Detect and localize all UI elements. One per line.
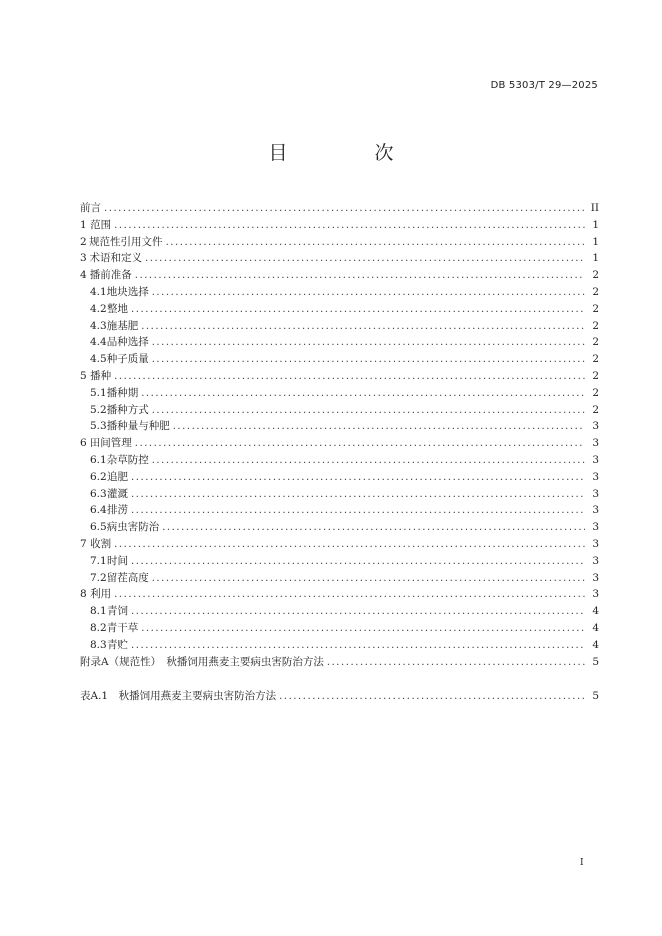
toc-entry-label: 播种量与种肥 [106, 420, 170, 433]
toc-entry-page: 3 [592, 588, 599, 601]
toc-entry[interactable] [80, 620, 599, 637]
toc-entry-label: 播前准备 [89, 269, 132, 282]
toc-leader-dots [131, 470, 585, 487]
toc-entry-label: 种子质量 [106, 353, 149, 366]
toc-entry-page: 2 [592, 285, 599, 298]
toc-entry-number: 4.3 [90, 319, 107, 332]
toc-entry-number: 7.1 [90, 554, 107, 567]
toc-entry-page: 3 [592, 571, 599, 584]
toc-entry[interactable] [80, 368, 599, 385]
toc-entry[interactable] [80, 267, 599, 284]
toc-entry-page: 3 [592, 487, 599, 500]
toc-leader-dots [114, 218, 585, 235]
toc-entry-page: 3 [592, 504, 599, 517]
toc-entry-number: 4.4 [90, 336, 107, 349]
toc-leader-dots [114, 369, 585, 386]
toc-entry-number: 1 [80, 218, 87, 231]
toc-leader-dots [152, 285, 585, 302]
toc-entry[interactable] [80, 435, 599, 452]
toc-entry-number: 8.3 [90, 638, 107, 651]
toc-entry[interactable] [80, 318, 599, 335]
toc-entry-page: 3 [592, 437, 599, 450]
toc-entry-page: 4 [592, 621, 599, 634]
toc-entry[interactable] [80, 486, 599, 503]
toc-entry[interactable] [80, 452, 599, 469]
toc-entries [80, 200, 599, 670]
toc-entry-number: 4.1 [90, 285, 107, 298]
toc-entry[interactable] [80, 334, 599, 351]
toc-leader-dots [131, 302, 585, 319]
toc-leader-dots [114, 537, 585, 554]
toc-entry-label: 时间 [107, 554, 129, 567]
toc-entry[interactable] [80, 301, 599, 318]
toc-entry-label: 青饲 [107, 605, 129, 618]
toc-entry-page: 3 [592, 537, 599, 550]
toc-entry-label: 杂草防控 [106, 453, 149, 466]
toc-entry-number: 8 [80, 588, 87, 601]
toc-entry-label: 排涝 [107, 504, 129, 517]
toc-entry-label: 利用 [90, 588, 112, 601]
toc-entry-label: 整地 [107, 302, 129, 315]
toc-entry-label: 播种 [90, 369, 112, 382]
toc-leader-dots [135, 436, 585, 453]
toc-leader-dots [152, 453, 585, 470]
toc-entry-label: 附录A（规范性） 秋播饲用燕麦主要病虫害防治方法 [80, 655, 324, 668]
toc-leader-dots [141, 621, 585, 638]
toc-entry-label: 田间管理 [89, 437, 132, 450]
toc-entry-label: 播种方式 [106, 403, 149, 416]
toc-entry-page: 2 [592, 302, 599, 315]
toc-entry-label: 术语和定义 [89, 252, 142, 265]
toc-entry-number: 4 [80, 269, 87, 282]
toc-entry[interactable] [80, 469, 599, 486]
toc-leader-dots [131, 638, 585, 655]
toc-entry-number: 8.1 [90, 605, 107, 618]
toc-entry-label: 规范性引用文件 [89, 235, 163, 248]
toc-table-entries [80, 688, 599, 705]
page-title: 目 次 [268, 142, 428, 164]
toc-entry-number: 6.1 [90, 453, 107, 466]
toc-entry-label: 地块选择 [106, 285, 149, 298]
toc-entry-page: 2 [592, 386, 599, 399]
toc-entry[interactable] [80, 234, 599, 251]
toc-entry[interactable] [80, 402, 599, 419]
toc-entry[interactable] [80, 654, 599, 671]
toc-entry-page: 4 [592, 638, 599, 651]
toc-leader-dots [152, 335, 585, 352]
toc-entry-number: 7.2 [90, 571, 107, 584]
toc-entry-page: II [590, 202, 599, 214]
toc-entry[interactable] [80, 418, 599, 435]
toc-entry-number: 6.4 [90, 504, 107, 517]
toc-leader-dots [141, 386, 585, 403]
toc-entry-page: 5 [592, 655, 599, 668]
document-code: DB 5303/T 29—2025 [490, 80, 598, 91]
toc-entry-label: 病虫害防治 [106, 521, 160, 534]
toc-leader-dots [131, 554, 585, 571]
toc-leader-dots [104, 201, 585, 218]
toc-entry-label: 品种选择 [106, 336, 149, 349]
toc-leader-dots [131, 503, 585, 520]
toc-entry-number: 4.2 [90, 302, 107, 315]
toc-entry-number: 5.1 [90, 386, 107, 399]
toc-gap [80, 670, 599, 688]
toc-entry-number: 6.5 [90, 521, 107, 534]
toc-entry[interactable] [80, 553, 599, 570]
toc-leader-dots [162, 520, 585, 537]
toc-entry[interactable] [80, 284, 599, 301]
toc-entry[interactable] [80, 351, 599, 368]
toc-entry-page: 1 [592, 218, 599, 231]
toc-leader-dots [152, 571, 585, 588]
toc-entry-page: 1 [592, 235, 599, 248]
toc-entry-label: 灌溉 [107, 487, 129, 500]
toc-leader-dots [166, 235, 585, 252]
toc-entry[interactable] [80, 536, 599, 553]
toc-entry-label: 施基肥 [106, 319, 139, 332]
toc-entry[interactable] [80, 250, 599, 267]
toc-entry-page: 1 [592, 252, 599, 265]
toc-entry-number: 8.2 [90, 621, 107, 634]
page-number: I [580, 858, 584, 868]
toc-entry-number: 5.2 [90, 403, 107, 416]
toc-leader-dots [173, 419, 585, 436]
toc-entry[interactable] [80, 519, 599, 536]
toc-leader-dots [145, 251, 585, 268]
toc-leader-dots [131, 604, 585, 621]
table-of-contents [80, 200, 599, 705]
toc-entry-page: 2 [592, 369, 599, 382]
toc-entry-label: 前言 [80, 202, 101, 214]
toc-entry[interactable] [80, 570, 599, 587]
toc-entry-label: 表A.1 秋播饲用燕麦主要病虫害防治方法 [80, 690, 277, 703]
toc-entry-number: 2 [80, 235, 87, 248]
toc-entry-page: 5 [592, 690, 599, 703]
toc-entry-number: 6 [80, 437, 87, 450]
toc-leader-dots [141, 319, 585, 336]
toc-entry[interactable] [80, 603, 599, 620]
toc-entry-label: 追肥 [107, 470, 129, 483]
toc-entry-page: 3 [592, 521, 599, 534]
toc-entry-number: 4.5 [90, 353, 107, 366]
toc-leader-dots [135, 268, 585, 285]
toc-entry-page: 2 [592, 319, 599, 332]
toc-entry-number: 7 [80, 537, 87, 550]
toc-entry-number: 5 [80, 369, 87, 382]
toc-entry-label: 青贮 [107, 638, 129, 651]
toc-entry[interactable] [80, 637, 599, 654]
toc-entry[interactable] [80, 502, 599, 519]
toc-entry-page: 3 [592, 470, 599, 483]
toc-entry-page: 2 [592, 336, 599, 349]
toc-entry-page: 2 [592, 403, 599, 416]
toc-leader-dots [152, 403, 585, 420]
toc-entry[interactable] [80, 385, 599, 402]
toc-entry-page: 2 [592, 269, 599, 282]
toc-entry-page: 3 [592, 420, 599, 433]
toc-entry[interactable] [80, 688, 599, 705]
toc-entry-number: 3 [80, 252, 87, 265]
toc-leader-dots [131, 487, 585, 504]
toc-leader-dots [152, 352, 585, 369]
toc-entry-number: 5.3 [90, 420, 107, 433]
toc-entry-label: 收割 [90, 537, 112, 550]
toc-entry[interactable] [80, 217, 599, 234]
toc-entry-number: 6.2 [90, 470, 107, 483]
toc-entry-label: 范围 [90, 218, 112, 231]
toc-leader-dots [279, 689, 585, 706]
toc-leader-dots [114, 587, 585, 604]
toc-leader-dots [327, 655, 585, 672]
toc-entry-label: 留茬高度 [106, 571, 149, 584]
toc-entry[interactable] [80, 200, 599, 217]
toc-entry-number: 6.3 [90, 487, 107, 500]
toc-entry-label: 青干草 [106, 621, 139, 634]
toc-entry-page: 3 [592, 453, 599, 466]
toc-entry[interactable] [80, 586, 599, 603]
toc-entry-page: 4 [592, 605, 599, 618]
toc-entry-page: 2 [592, 353, 599, 366]
toc-entry-page: 3 [592, 554, 599, 567]
toc-entry-label: 播种期 [106, 386, 139, 399]
